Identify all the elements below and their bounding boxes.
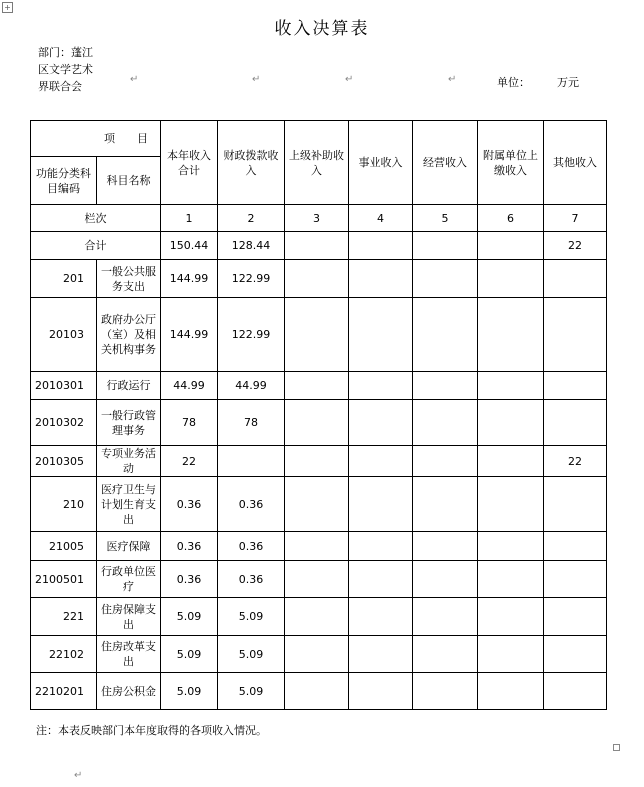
row-value: 144.99	[161, 260, 218, 298]
row-value: 5.09	[161, 636, 218, 673]
row-value: 0.36	[218, 477, 285, 532]
row-value	[478, 446, 544, 477]
row-value	[349, 532, 413, 561]
row-value	[544, 372, 607, 400]
row-code: 2100501	[31, 561, 97, 598]
row-value: 122.99	[218, 298, 285, 372]
row-value	[349, 372, 413, 400]
row-subject-name: 医疗卫生与计划生育支出	[97, 477, 161, 532]
row-value	[349, 400, 413, 446]
row-value	[413, 532, 478, 561]
header-col-4: 事业收入	[349, 121, 413, 205]
row-code: 201	[31, 260, 97, 298]
row-value: 78	[161, 400, 218, 446]
row-value	[349, 298, 413, 372]
row-value	[349, 636, 413, 673]
row-value	[349, 673, 413, 710]
row-value	[413, 372, 478, 400]
row-value	[413, 260, 478, 298]
row-code: 221	[31, 598, 97, 636]
page-title: 收入决算表	[274, 19, 370, 39]
row-code: 2010302	[31, 400, 97, 446]
row-code: 21005	[31, 532, 97, 561]
paragraph-return-icon: ↵	[345, 74, 354, 85]
header-col-5: 经营收入	[413, 121, 478, 205]
row-value	[285, 532, 349, 561]
table-row	[31, 298, 607, 372]
total-value	[413, 232, 478, 260]
row-value	[478, 598, 544, 636]
income-table	[30, 120, 607, 710]
row-value	[413, 400, 478, 446]
row-value	[285, 400, 349, 446]
paragraph-return-icon: ↵	[130, 74, 139, 85]
row-value	[544, 532, 607, 561]
total-value: 150.44	[161, 232, 218, 260]
total-label: 合计	[31, 232, 161, 260]
column-number: 7	[544, 205, 607, 232]
row-subject-name: 政府办公厅（室）及相关机构事务	[97, 298, 161, 372]
row-value	[544, 636, 607, 673]
column-number: 5	[413, 205, 478, 232]
row-value: 0.36	[218, 561, 285, 598]
column-number: 2	[218, 205, 285, 232]
row-value: 5.09	[218, 598, 285, 636]
table-row	[31, 598, 607, 636]
row-subject-name: 医疗保障	[97, 532, 161, 561]
row-value	[413, 446, 478, 477]
table-row	[31, 446, 607, 477]
row-subject-name: 行政运行	[97, 372, 161, 400]
row-value	[544, 561, 607, 598]
row-value	[285, 372, 349, 400]
row-value	[285, 298, 349, 372]
column-number: 1	[161, 205, 218, 232]
total-value	[349, 232, 413, 260]
row-value: 22	[544, 446, 607, 477]
row-value: 78	[218, 400, 285, 446]
row-value: 122.99	[218, 260, 285, 298]
row-value	[478, 260, 544, 298]
row-value	[544, 673, 607, 710]
row-code: 210	[31, 477, 97, 532]
column-number: 4	[349, 205, 413, 232]
row-code: 2210201	[31, 673, 97, 710]
row-value	[544, 400, 607, 446]
column-number: 3	[285, 205, 349, 232]
row-value	[285, 477, 349, 532]
row-value: 0.36	[161, 477, 218, 532]
table-row	[31, 260, 607, 298]
row-value: 5.09	[218, 636, 285, 673]
row-code: 2010301	[31, 372, 97, 400]
row-value	[349, 561, 413, 598]
row-value	[413, 561, 478, 598]
total-value	[285, 232, 349, 260]
table-note: 注：本表反映部门本年度取得的各项收入情况。	[36, 724, 267, 737]
table-row	[31, 400, 607, 446]
row-value	[478, 372, 544, 400]
table-row	[31, 561, 607, 598]
row-value	[285, 598, 349, 636]
row-subject-name: 住房保障支出	[97, 598, 161, 636]
row-value: 0.36	[161, 532, 218, 561]
row-value: 44.99	[218, 372, 285, 400]
header-col-6: 附属单位上缴收入	[478, 121, 544, 205]
row-value	[478, 400, 544, 446]
row-value	[544, 598, 607, 636]
row-value	[478, 298, 544, 372]
row-subject-name: 一般公共服务支出	[97, 260, 161, 298]
table-row	[31, 673, 607, 710]
row-value	[544, 260, 607, 298]
header-col-2: 财政拨款收入	[218, 121, 285, 205]
column-number-label: 栏次	[31, 205, 161, 232]
row-value	[413, 636, 478, 673]
table-row	[31, 477, 607, 532]
row-value: 0.36	[161, 561, 218, 598]
row-value: 0.36	[218, 532, 285, 561]
unit-label: 单位：	[497, 76, 530, 89]
paragraph-return-icon: ↵	[448, 74, 457, 85]
row-value	[544, 298, 607, 372]
row-value	[218, 446, 285, 477]
header-subject-name: 科目名称	[97, 157, 161, 205]
row-value	[285, 446, 349, 477]
row-value	[413, 477, 478, 532]
row-code: 20103	[31, 298, 97, 372]
table-anchor-icon[interactable]: +	[2, 2, 13, 13]
row-value	[285, 673, 349, 710]
row-value	[413, 673, 478, 710]
paragraph-return-icon: ↵	[252, 74, 261, 85]
row-value	[413, 598, 478, 636]
row-value	[285, 260, 349, 298]
column-number: 6	[478, 205, 544, 232]
table-row	[31, 532, 607, 561]
row-value	[285, 636, 349, 673]
row-code: 22102	[31, 636, 97, 673]
row-value	[349, 260, 413, 298]
table-row	[31, 636, 607, 673]
row-value	[349, 446, 413, 477]
total-value	[478, 232, 544, 260]
row-subject-name: 住房改革支出	[97, 636, 161, 673]
row-value	[349, 598, 413, 636]
total-value: 128.44	[218, 232, 285, 260]
header-func-code: 功能分类科目编码	[31, 157, 97, 205]
row-subject-name: 一般行政管理事务	[97, 400, 161, 446]
row-subject-name: 住房公积金	[97, 673, 161, 710]
unit-value: 万元	[557, 76, 579, 89]
row-value: 44.99	[161, 372, 218, 400]
row-value	[349, 477, 413, 532]
row-value: 144.99	[161, 298, 218, 372]
header-col-1: 本年收入合计	[161, 121, 218, 205]
row-value: 5.09	[161, 673, 218, 710]
row-value	[413, 298, 478, 372]
table-row	[31, 372, 607, 400]
row-value	[478, 561, 544, 598]
header-item: 项 目	[31, 121, 161, 157]
row-subject-name: 行政单位医疗	[97, 561, 161, 598]
total-value: 22	[544, 232, 607, 260]
row-subject-name: 专项业务活动	[97, 446, 161, 477]
row-value	[478, 636, 544, 673]
row-value	[478, 477, 544, 532]
row-value: 5.09	[161, 598, 218, 636]
row-value	[478, 532, 544, 561]
row-value	[478, 673, 544, 710]
row-value	[285, 561, 349, 598]
row-value: 5.09	[218, 673, 285, 710]
table-resize-handle[interactable]	[613, 744, 620, 751]
row-code: 2010305	[31, 446, 97, 477]
paragraph-return-icon: ↵	[74, 770, 83, 781]
row-value: 22	[161, 446, 218, 477]
header-col-7: 其他收入	[544, 121, 607, 205]
department-label: 部门：蓬江区文学艺术界联合会	[38, 46, 93, 93]
header-col-3: 上级补助收入	[285, 121, 349, 205]
row-value	[544, 477, 607, 532]
